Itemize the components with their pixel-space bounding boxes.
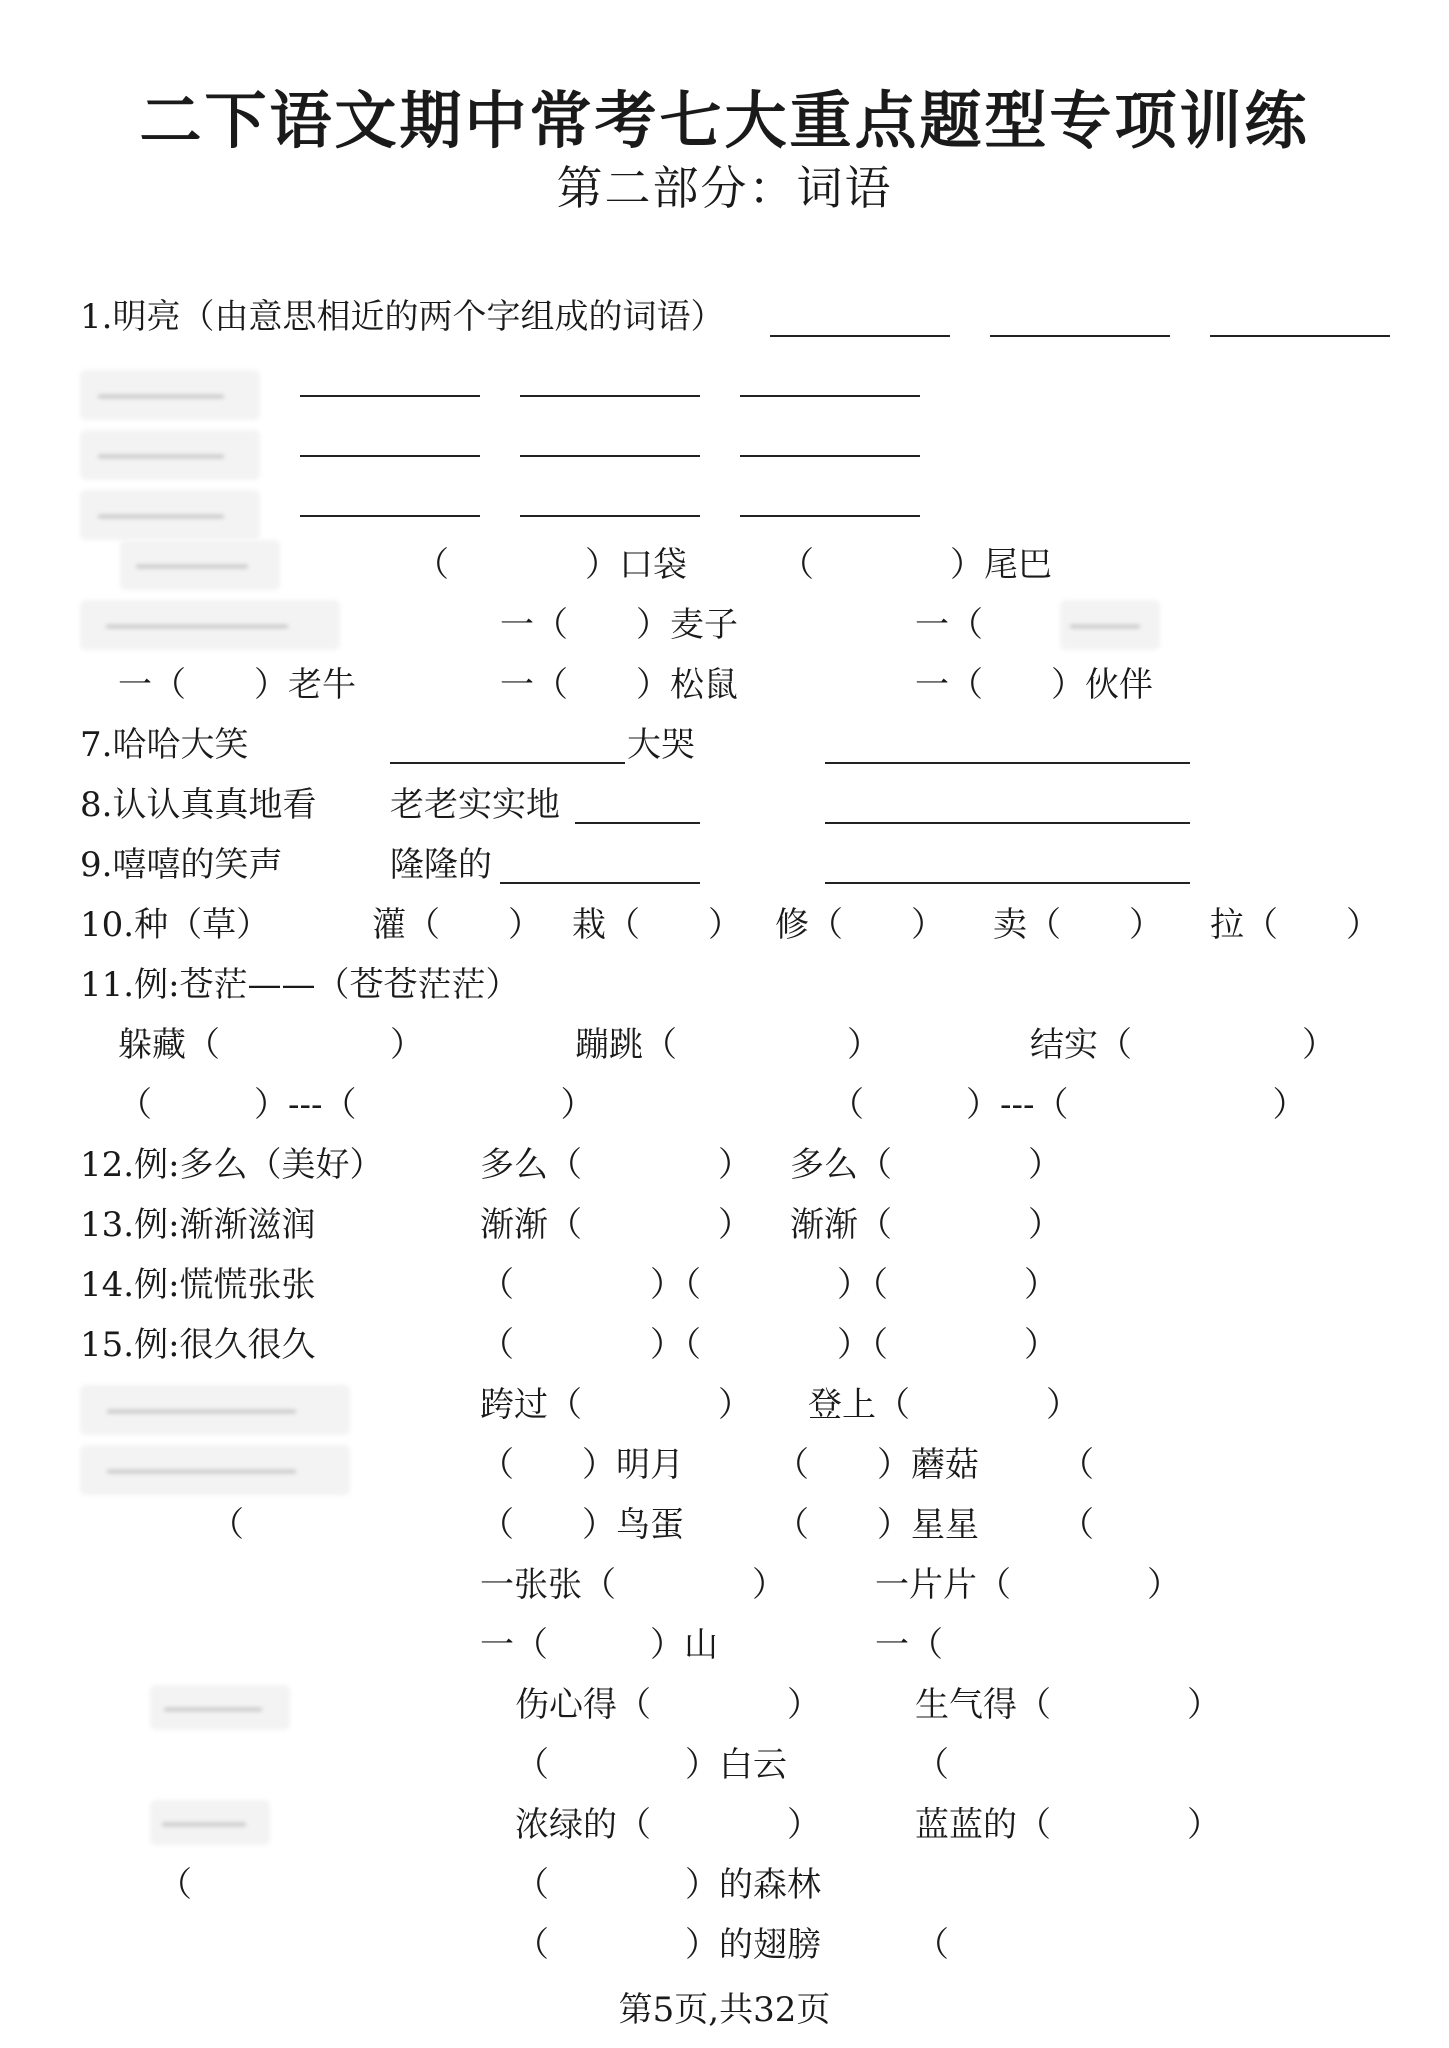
answer-line[interactable]	[500, 882, 700, 884]
question-8-word: 老老实实地	[390, 785, 560, 825]
fill-sheets: 一张张（ ）	[480, 1565, 786, 1605]
page-title: 二下语文期中常考七大重点题型专项训练	[139, 84, 1310, 157]
q10-item: 卖（ ）	[993, 905, 1163, 945]
q13-b: 渐渐（ ）	[790, 1205, 1062, 1245]
fill-pieces: 一片片（ ）	[875, 1565, 1181, 1605]
q12-b: 多么（ ）	[790, 1145, 1062, 1185]
answer-line[interactable]	[300, 395, 480, 397]
fill-open: （	[1060, 1505, 1094, 1545]
q10-item: 修（ ）	[775, 905, 945, 945]
fill-open: （	[210, 1505, 244, 1545]
fill-squirrel: 一（ ）松鼠	[500, 665, 738, 705]
question-15: 15.例:很久很久	[80, 1325, 316, 1365]
answer-line[interactable]	[1210, 335, 1390, 337]
fill-open: （	[915, 1745, 949, 1785]
q11-item: 躲藏（ ）	[118, 1025, 424, 1065]
fill-yi: 一（	[875, 1625, 943, 1665]
fill-open: （	[915, 1925, 949, 1965]
redacted-question	[80, 600, 340, 650]
fill-mushroom: （ ）蘑菇	[775, 1445, 979, 1485]
q10-item: 拉（ ）	[1210, 905, 1380, 945]
answer-line[interactable]	[520, 515, 700, 517]
answer-line[interactable]	[990, 335, 1170, 337]
fill-egg: （ ）鸟蛋	[480, 1505, 684, 1545]
fill-yi: 一（	[915, 605, 983, 645]
answer-line[interactable]	[740, 455, 920, 457]
answer-line[interactable]	[825, 762, 1190, 764]
fill-dark-green: 浓绿的（ ）	[515, 1805, 821, 1845]
answer-line[interactable]	[770, 335, 950, 337]
fill-open: （	[1060, 1445, 1094, 1485]
answer-line[interactable]	[300, 455, 480, 457]
answer-line[interactable]	[825, 822, 1190, 824]
answer-line[interactable]	[575, 822, 700, 824]
question-9: 9.嘻嘻的笑声	[80, 845, 283, 885]
answer-line[interactable]	[390, 762, 625, 764]
redacted-question	[80, 430, 260, 480]
fill-forest: （ ）的森林	[515, 1865, 821, 1905]
redacted-question	[80, 1445, 350, 1495]
q12-a: 多么（ ）	[480, 1145, 752, 1185]
redacted-question	[150, 1800, 270, 1845]
answer-line[interactable]	[825, 882, 1190, 884]
redacted-question	[80, 1385, 350, 1435]
fill-mountain: 一（ ）山	[480, 1625, 718, 1665]
redacted-question	[150, 1685, 290, 1730]
question-13: 13.例:渐渐滋润	[80, 1205, 316, 1245]
q11-item: 蹦跳（ ）	[575, 1025, 881, 1065]
page-number: 第5页,共32页	[618, 1990, 831, 2030]
answer-line[interactable]	[300, 515, 480, 517]
fill-moon: （ ）明月	[480, 1445, 684, 1485]
question-8: 8.认认真真地看	[80, 785, 317, 825]
fill-blue: 蓝蓝的（ ）	[915, 1805, 1221, 1845]
question-10: 10.种（草）	[80, 905, 271, 945]
q11-pair: （ ）---（ ）	[830, 1085, 1307, 1125]
redacted-question	[80, 490, 260, 540]
answer-line[interactable]	[740, 515, 920, 517]
fill-sad: 伤心得（ ）	[515, 1685, 821, 1725]
answer-line[interactable]	[520, 455, 700, 457]
fill-cross: 跨过（ ）	[480, 1385, 752, 1425]
question-11: 11.例:苍茫——（苍苍茫茫）	[80, 965, 520, 1005]
q11-pair: （ ）---（ ）	[118, 1085, 595, 1125]
fill-climb: 登上（ ）	[808, 1385, 1080, 1425]
q11-item: 结实（ ）	[1030, 1025, 1336, 1065]
fill-angry: 生气得（ ）	[915, 1685, 1221, 1725]
q10-item: 栽（ ）	[572, 905, 742, 945]
answer-line[interactable]	[520, 395, 700, 397]
q13-a: 渐渐（ ）	[480, 1205, 752, 1245]
section-subtitle: 第二部分：词语	[556, 161, 893, 215]
question-9-word: 隆隆的	[390, 845, 492, 885]
fill-partner: 一（ ）伙伴	[915, 665, 1153, 705]
question-1: 1.明亮（由意思相近的两个字组成的词语）	[80, 297, 725, 337]
question-12: 12.例:多么（美好）	[80, 1145, 384, 1185]
fill-wings: （ ）的翅膀	[515, 1925, 821, 1965]
fill-pocket: （ ）口袋	[415, 545, 687, 585]
redacted-text	[1060, 600, 1160, 650]
question-7-word: 大哭	[627, 725, 695, 765]
question-14: 14.例:慌慌张张	[80, 1265, 316, 1305]
redacted-question	[120, 540, 280, 590]
answer-line[interactable]	[740, 395, 920, 397]
fill-tail: （ ）尾巴	[780, 545, 1052, 585]
redacted-question	[80, 370, 260, 420]
fill-open: （	[158, 1865, 192, 1905]
q10-item: 灌（ ）	[372, 905, 542, 945]
q14-blanks: （ ）（ ）（ ）	[480, 1265, 1058, 1305]
fill-stars: （ ）星星	[775, 1505, 979, 1545]
fill-wheat: 一（ ）麦子	[500, 605, 738, 645]
question-7: 7.哈哈大笑	[80, 725, 249, 765]
fill-clouds: （ ）白云	[515, 1745, 787, 1785]
fill-ox: 一（ ）老牛	[118, 665, 356, 705]
q15-blanks: （ ）（ ）（ ）	[480, 1325, 1058, 1365]
